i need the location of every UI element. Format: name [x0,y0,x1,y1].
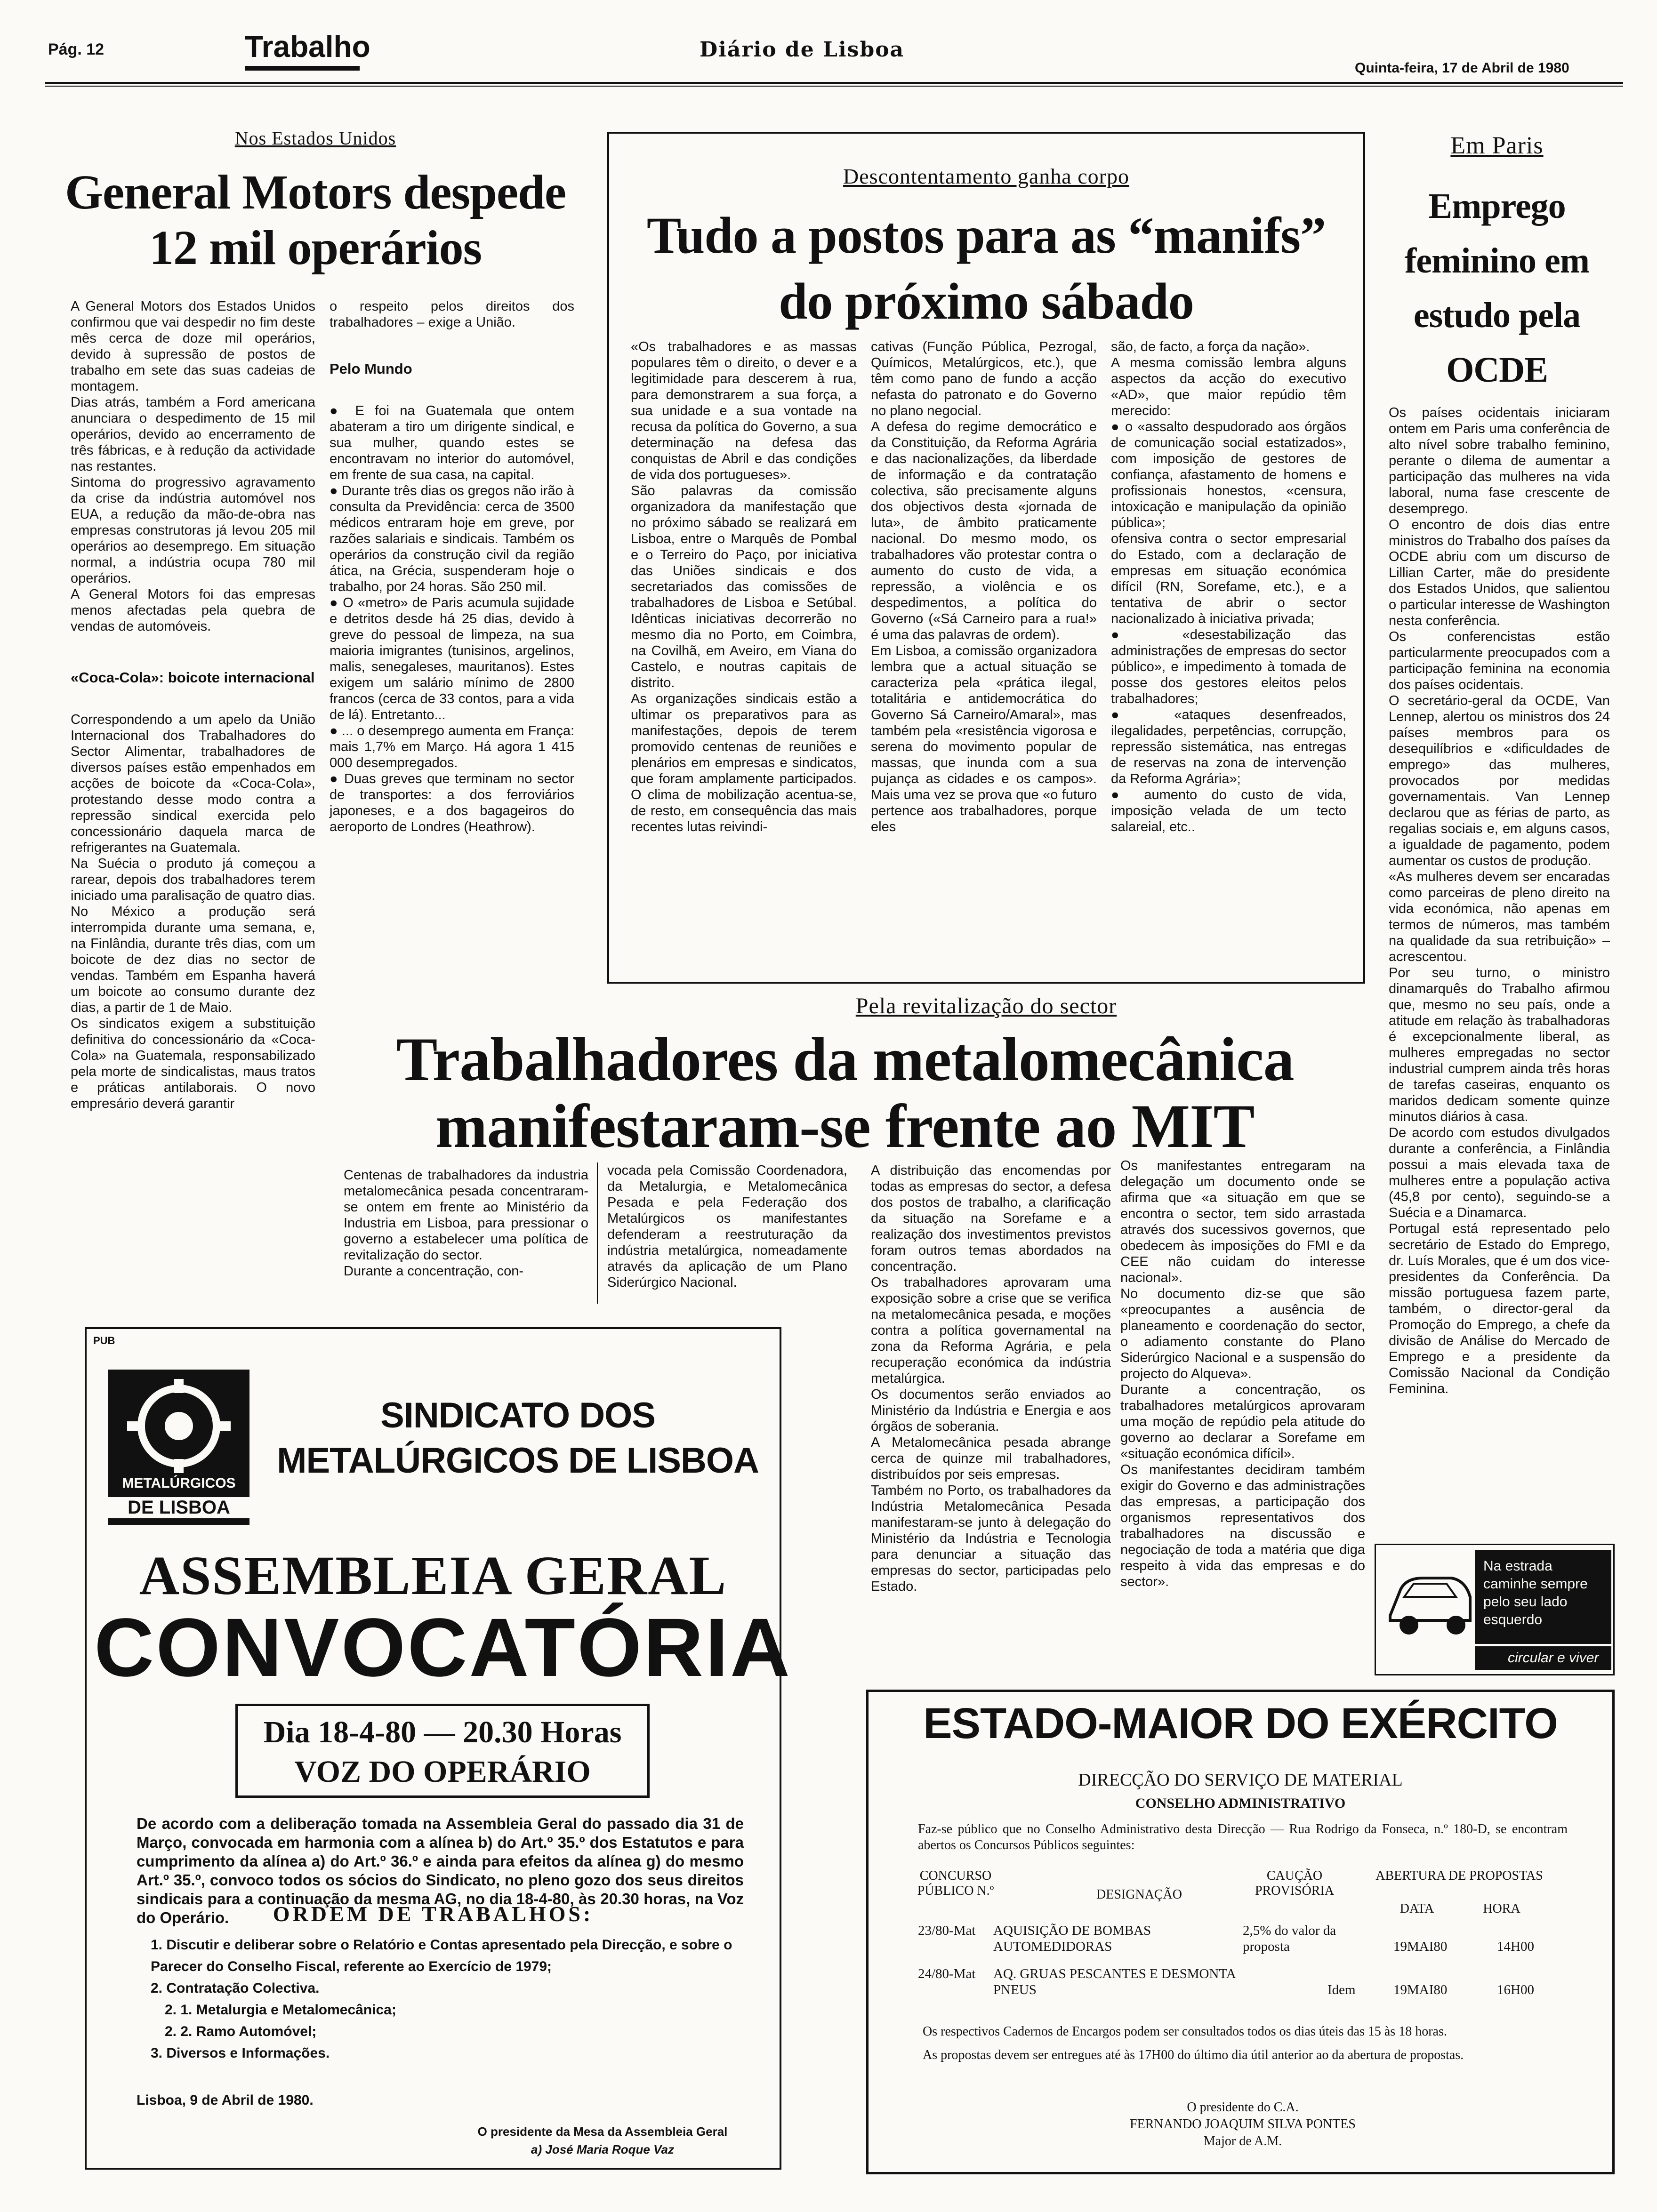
safety-line-1: Na estrada [1483,1558,1552,1574]
agenda-item: 2. 1. Metalurgia e Metalomecânica; [165,2002,396,2018]
gm-kicker: Nos Estados Unidos [234,128,396,149]
gear-icon [108,1370,249,1473]
agenda-item: 2. Contratação Colectiva. [151,1980,320,1996]
col-designacao: DESIGNAÇÃO [1096,1887,1182,1902]
table-row [904,1966,1563,2013]
pelo-mundo-subhead: Pelo Mundo [330,361,412,377]
signer-name: a) José Maria Roque Vaz [531,2142,674,2156]
row-caucao: 2,5% do valor da proposta [1243,1923,1336,1954]
row-hora: 16H00 [1497,1982,1534,1997]
assembly-title: ASSEMBLEIA GERAL [139,1545,727,1606]
logo-text-top: METALÚRGICOS [122,1475,236,1491]
header-rule [45,82,1623,84]
col-abertura: ABERTURA DE PROPOSTAS [1375,1868,1543,1883]
army-sig-name: FERNANDO JOAQUIM SILVA PONTES [1130,2117,1356,2132]
paris-body: Os países ocidentais iniciaram ontem em Paris uma conferência de alto nível sobre trabalho feminino, perante o dilema de aumentar a participação das mulheres na vida laboral, numa fase crescente de desemprego. O encontro de dois dias entre ministros do Trabalho dos países da OCDE abriu com um discurso de Lillian Carter, mãe do presidente dos Estados Unidos, que salientou o particular interesse de Washington nesta conferência. Os conferencistas estão particularmente preocupados com a participação feminina na economia dos países ocidentais. O secretário-geral da OCDE, Van Lennep, alertou os ministros dos 24 países membros para os desequilíbrios e «dificuldades de emprego» das mulheres, provocados por medidas governamentais. Van Lennep declarou que as férias de parto, as regalias sociais e, em alguns casos, a igualdade de pagamento, podem aumentar os custos de produção. «As mulheres devem ser encaradas como parceiras de pleno direito na vida económica, não apenas em termos de números, mas também na qualidade da sua retribuição» – acrescentou. Por seu turno, o ministro dinamarquês do Trabalho afirmou que, mesmo no seu país, onde a atitude em relação às trabalhadoras é excepcionalmente liberal, as mulheres empregadas no sector industrial cumprem ainda três horas de tarefas caseiras, enquanto os maridos dedicam somente quinze minutos diários à casa. De acordo com estudos divulgados durante a conferência, a Finlândia possui a mais elevada taxa de mulheres entre a população activa (45,8 por cento), seguindo-se a Suécia e a Dinamarca. Portugal está representado pelo secretário de Estado do Emprego, dr. Luís Morales, que é um dos vice-presidentes da Conferência. Da missão portuguesa fazem parte, também, o director-geral da Promoção do Emprego, a chefe da divisão de Análise do Mercado de Emprego e a presidente da Comissão Nacional da Condição Feminina. [1389,405,1610,1396]
agenda-list [151,1934,739,2064]
row-data: 19MAI80 [1393,1982,1448,1997]
army-council: CONSELHO ADMINISTRATIVO [1135,1795,1346,1811]
gm-column-2 [330,282,574,979]
coca-cola-subhead: «Coca-Cola»: boicote internacional [71,669,315,686]
manifs-column-2: cativas (Função Pública, Pezrogal, Químicos, Metalúrgicos, etc.), que têm como pano de fundo a acção nefasta do patronato e do Governo no plano negocial. A defesa do regime democrático e da Constituição, da Reforma Agrária e das nacionalizações, da liberdade de informação e da contratação colectiva, são precisamente alguns dos objectivos desta «jornada de luta», de âmbito praticamente nacional. Do mesmo modo, os trabalhadores vão protestar contra o aumento do custo de vida, a repressão, a violência e os despedimentos, a política do Governo («Sá Carneiro para a rua!» é uma das palavras de ordem). Em Lisboa, a comissão organizadora lembra que a actual situação se caracteriza pela «prática ilegal, totalitária e antidemocrática do Governo Sá Carneiro/Amaral», mas também pela «resistência vigorosa e serena do movimento popular de massas, que inunda com a sua pujança as cidades e os campos». Mais uma vez se prova que «o futuro pertence aos trabalhadores, porque eles [871,339,1097,834]
row-caucao: Idem [1327,1982,1356,1997]
army-note-2: As propostas devem ser entregues até às 17H00 do último dia útil anterior ao da abertura de propostas. [923,2048,1464,2062]
section-title: Trabalho [245,30,370,64]
row-desc: AQUISIÇÃO DE BOMBAS AUTOMEDIDORAS [993,1923,1151,1954]
army-title: ESTADO-MAIOR DO EXÉRCITO [923,1699,1558,1747]
army-sig-rank: Major de A.M. [1203,2134,1282,2148]
mit-kicker: Pela revitalização do sector [855,994,1117,1018]
army-subtitle: DIRECÇÃO DO SERVIÇO DE MATERIAL [1078,1770,1403,1790]
page-number: Pág. 12 [48,40,105,58]
row-data: 19MAI80 [1393,1939,1448,1954]
newspaper-name: Diário de Lisboa [700,38,905,62]
mit-column-1: Centenas de trabalhadores da industria metalomecânica pesada concentraram-se ontem em frente ao Ministério da Industria em Lisboa, para pressionar o governo a estabelecer uma política de revitalização do sector. Durante a concentração, con- [344,1168,588,1279]
section-underline [245,66,360,71]
row-num: 24/80-Mat [918,1966,976,1981]
row-num: 23/80-Mat [918,1923,976,1938]
manifs-column-3: são, de facto, a força da nação». A mesma comissão lembra alguns aspectos da acção do executivo «AD», que maior repúdio têm merecido: ● o «assalto despudorado aos órgãos de comunicação social estatizados», com imposição de gestores de confiança, afastamento de homens e profissionais honestos, «censura, intoxicação e manipulação da opinião pública»; ofensiva contra o sector empresarial do Estado, com a declaração de empresas em situação económica difícil (RN, Sorefame, etc.), e a tentativa de abrir o sector nacionalizado à iniciativa privada; ● «desestabilização das administrações de empresas do sector público», e impedimento à tomada de posse dos gestores eleitos pelos trabalhadores; ● «ataques desenfreados, ilegalidades, perpetências, corrupção, repressão sistemática, nas entregas de reservas na zona de intervenção da Reforma Agrária»; ● aumento do custo de vida, imposição velada de um tecto salareial, etc.. [1111,339,1346,834]
convocation-text: De acordo com a deliberação tomada na Assembleia Geral do passado dia 31 de Março, convocada em harmonia com a alínea b) do Art.º 35.º dos Estatutos e para cumprimento da alínea a) do Art.º 36.º e ainda para efeitos da alínea g) do mesmo Art.º 35.º, convoco todos os sócios do Sindicato, no pleno gozo dos seus direitos sindicais para a continuação da mesma AG, no dia 18-4-80, às 20.30 horas, na Voz do Operário. [137,1815,744,1926]
safety-line-3: pelo seu lado [1483,1594,1568,1610]
concurso-table [904,1923,1563,2013]
car-icon [1385,1559,1475,1644]
header-rule-thin [45,86,1623,87]
coca-cola-body: Correspondendo a um apelo da União Internacional dos Trabalhadores do Sector Alimentar, trabalhadores de diversos países estão empenhados em acções de boicote da «Coca-Cola», protestando desse modo contra a repressão sindical exercida pelo concessionário daquela marca de refrigerantes na Guatemala. Na Suécia o produto já começou a rarear, depois dos trabalhadores terem iniciado uma paralisação de quatro dias. No México a produção será interrompida durante uma semana, e, na Finlândia, durante três dias, com um boicote de dez dias no sector de vendas. Também em Espanha haverá um boicote ao consumo durante dez dias, a partir de 1 de Maio. Os sindicatos exigem a substituição definitiva do concessionário da «Coca-Cola» na Guatemala, responsabilizado pela morte de sindicalistas, maus tratos e práticas antilaborais. O novo empresário deverá garantir [71,712,315,1111]
gm-body: A General Motors dos Estados Unidos confirmou que vai despedir no fim deste mês cerca de doze mil operários, devido à supressão de postos de trabalho em sete das suas cadeias de montagem. Dias atrás, também a Ford americana anunciara o despedimento de 15 mil operários, devido ao encerramento de três fábricas, e à redução da actividade nas restantes. Sintoma do progressivo agravamento da crise da indústria automóvel nos EUA, a redução da mão-de-obra nas empresas construtoras já levou 205 mil operários ao desemprego. Em situação normal, a indústria ocupa 780 mil operários. A General Motors foi das empresas menos afectadas pela quebra de vendas de automóveis. [71,299,315,634]
mit-column-4: Os manifestantes entregaram na delegação um documento onde se afirma que «a situação em que se encontra o sector, tem sido arrastada através dos sucessivos governos, que obedecem às imposições do FMI e da CEE não cuidam do interesse nacional». No documento diz-se que são «preocupantes a ausência de planeamento e coordenação do sector, o adiamento constante do Plano Siderúrgico Nacional e a suspensão do projecto do Alqueva». Durante a concentração, os trabalhadores metalúrgicos aprovaram uma moção de repúdio pela atitude do governo ao declarar a Sorefame em «situação económica difícil». Os manifestantes decidiram também exigir do Governo e das administrações das empresas, a participação dos organismos representativos dos trabalhadores na discussão e negociação de toda a matéria que diga respeito à vida das empresas e do sector». [1120,1158,1365,1589]
row-hora: 14H00 [1497,1939,1534,1954]
army-intro: Faz-se público que no Conselho Administrativo desta Direcção — Rua Rodrigo da Fonseca, n.º 180-D, se encontram abertos os Concursos Públicos seguintes: [918,1822,1568,1852]
pelo-mundo-body: ● E foi na Guatemala que ontem abateram a tiro um dirigente sindical, e sua mulher, quando estes se encontravam no interior do automóvel, em frente de sua casa, na capital. ● Durante três dias os gregos não irão à consulta da Previdência: cerca de 3500 médicos entraram hoje em greve, por razões salariais e sindicais. Também os operários da construção civil da região ática, na Grécia, suspenderam hoje o trabalho, por 24 horas. São 250 mil. ● O «metro» de Paris acumula sujidade e detritos desde há 25 dias, devido à greve do pessoal de limpeza, na sua maioria imigrantes (tunisinos, argelinos, malis, senegaleses, mauritanos). Estes exigem um salário mínimo de 2800 francos (cerca de 33 contos, para a vida de lá). Entretanto... ● ... o desemprego aumenta em França: mais 1,7% em Março. Há agora 1 415 000 desempregados. ● Duas greves que terminam no sector de transportes: a dos ferroviários japoneses, e a dos bagageiros do aeroporto de Londres (Heathrow). [330,403,574,834]
army-sig-title: O presidente do C.A. [1187,2100,1299,2115]
safety-slogan: circular e viver [1475,1646,1611,1670]
row-desc: AQ. GRUAS PESCANTES E DESMONTA PNEUS [993,1966,1236,1997]
gm-column-1 [71,282,315,1111]
col-hora: HORA [1483,1901,1520,1916]
col-data: DATA [1400,1901,1434,1916]
signer-title: O presidente da Mesa da Assembleia Geral [477,2124,728,2139]
union-name: SINDICATO DOS METALÚRGICOS DE LISBOA [277,1395,759,1481]
gm-headline: General Motors despede 12 mil operários [64,165,566,275]
mit-column-2: vocada pela Comissão Coordenadora, da Metalurgia, e Metalomecânica Pesada e pela Federação dos Metalúrgicos os manifestantes defenderam a reestruturação da indústria metalúrgica, nomeadamente através da aplicação de um Plano Siderúrgico Nacional. [607,1163,847,1290]
road-safety-ad [1375,1544,1615,1675]
safety-line-4: esquerdo [1483,1612,1543,1627]
table-row [904,1923,1563,1966]
agenda-title: ORDEM DE TRABALHOS: [273,1902,594,1926]
safety-line-2: caminhe sempre [1483,1576,1588,1592]
manifs-kicker: Descontentamento ganha corpo [843,164,1129,188]
army-note-1: Os respectivos Cadernos de Encargos podem ser consultados todos os dias úteis das 15 às 18 horas. [923,2024,1447,2039]
agenda-item: 2. 2. Ramo Automóvel; [165,2024,317,2039]
mit-column-3: A distribuição das encomendas por todas as empresas do sector, a defesa dos postos de trabalho, a clarificação da situação na Sorefame e a realização dos investimentos previstos foram outros temas abordados na concentração. Os trabalhadores aprovaram uma exposição sobre a crise que se verifica na metalomecânica pesada, e moções contra a política governamental na zona da Reforma Agrária, e pela recuperação económica da indústria metalúrgica. Os documentos serão enviados ao Ministério da Indústria e Energia e aos órgãos de soberania. A Metalomecânica pesada abrange cerca de quinze mil trabalhadores, distribuídos por seis empresas. Também no Porto, os trabalhadores da Indústria Metalomecânica Pesada manifestaram-se junto à delegação do Ministério da Indústria e Tecnologia para denunciar a situação das empresas do sector, participadas pelo Estado. [871,1163,1111,1594]
agenda-item: 3. Diversos e Informações. [151,2045,330,2061]
safety-message [1475,1550,1611,1644]
signature-block [442,2123,763,2158]
col-caucao: CAUÇÃO PROVISÓRIA [1255,1868,1335,1898]
gm-col2-top: o respeito pelos direitos dos trabalhadores – exige a União. [330,299,574,330]
paris-kicker: Em Paris [1450,132,1544,159]
place-date: Lisboa, 9 de Abril de 1980. [137,2092,314,2108]
mit-headline: Trabalhadores da metalomecânica manifestaram-se frente ao MIT [396,1025,1294,1161]
issue-date: Quinta-feira, 17 de Abril de 1980 [1355,60,1569,76]
meeting-datetime: Dia 18-4-80 — 20.30 Horas [263,1715,622,1749]
paris-headline: Emprego feminino em estudo pela OCDE [1404,186,1590,390]
army-signature [1054,2099,1431,2150]
meeting-venue: VOZ DO OPERÁRIO [294,1755,591,1789]
manifs-column-1: «Os trabalhadores e as massas populares têm o direito, o dever e a legitimidade para descerem à rua, para demonstrarem a sua força, a sua unidade e a sua vontade na recusa da política do Governo, a sua determinação na defesa das conquistas de Abril e das condições de vida dos portugueses». São palavras da comissão organizadora da manifestação que no próximo sábado se realizará em Lisboa, entre o Marquês de Pombal e o Terreiro do Paço, por iniciativa das Uniões sindicais e dos secretariados das comissões de trabalhadores de Lisboa e Setúbal. Idênticas iniciativas decorrerão no mesmo dia no Porto, em Coimbra, na Covilhã, em Aveiro, em Viana do Castelo, e noutras capitais de distrito. As organizações sindicais estão a ultimar os preparativos para as manifestações, depois de terem promovido centenas de reuniões e plenários em empresas e sindicatos, que foram amplamente participados. O clima de mobilização acentua-se, de resto, em consequência das mais recentes lutas reivindi- [631,339,857,834]
union-logo [108,1370,249,1525]
logo-text-bottom: DE LISBOA [108,1497,249,1518]
convocatoria-title: CONVOCATÓRIA [94,1602,792,1694]
pub-label: PUB [93,1335,115,1346]
gm-column-1-cont [71,791,315,1299]
manifs-headline: Tudo a postos para as “manifs” do próximo sábado [646,207,1326,330]
mit-column-divider [597,1162,598,1304]
meeting-datetime-box [235,1704,650,1798]
agenda-item: 1. Discutir e deliberar sobre o Relatório e Contas apresentado pela Direcção, e sobre o Parecer do Conselho Fiscal, referente ao Exercício de 1979; [151,1937,732,1974]
col-concurso: CONCURSO PÚBLICO N.º [917,1868,994,1898]
